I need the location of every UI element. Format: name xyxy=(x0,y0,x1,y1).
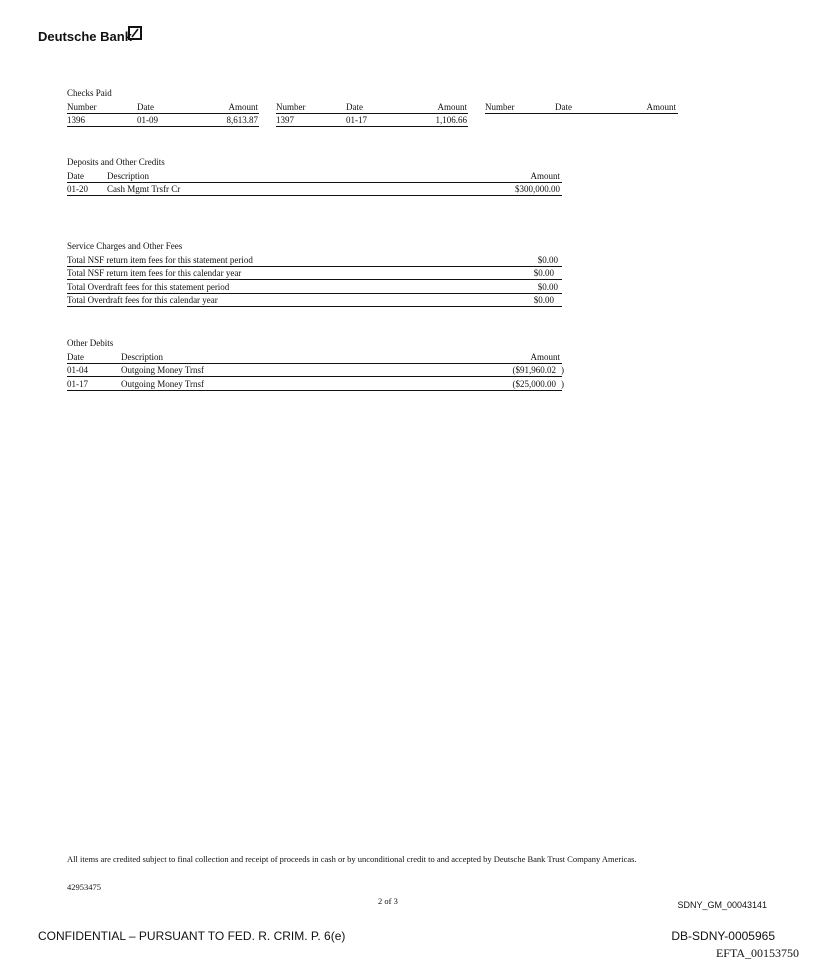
checks-paid-title: Checks Paid xyxy=(67,88,112,98)
row-rule xyxy=(67,293,562,294)
fee-amount: $0.00 xyxy=(533,268,554,278)
fee-amount: $0.00 xyxy=(537,255,558,265)
col-header-date: Date xyxy=(67,352,84,362)
row-rule xyxy=(67,279,562,280)
bates-number-sdny-gm: SDNY_GM_00043141 xyxy=(677,900,767,910)
service-charges-title: Service Charges and Other Fees xyxy=(67,241,183,251)
fee-label: Total NSF return item fees for this statement period xyxy=(67,255,253,265)
row-rule xyxy=(67,195,562,196)
header-rule xyxy=(67,182,562,183)
page-number: 2 of 3 xyxy=(378,896,398,906)
col-header-description: Description xyxy=(107,171,149,181)
fee-amount: $0.00 xyxy=(537,282,558,292)
other-debits-title: Other Debits xyxy=(67,338,114,348)
debit-description: Outgoing Money Trnsf xyxy=(121,365,205,375)
bank-name: Deutsche Bank xyxy=(38,29,132,44)
col-header-amount: Amount xyxy=(646,102,676,112)
header-rule xyxy=(485,113,678,114)
deposit-amount: $300,000.00 xyxy=(515,184,560,194)
row-rule xyxy=(276,126,468,127)
col-header-number: Number xyxy=(67,102,97,112)
check-date: 01-17 xyxy=(346,115,367,125)
col-header-date: Date xyxy=(67,171,84,181)
header-rule xyxy=(276,113,468,114)
deposits-title: Deposits and Other Credits xyxy=(67,157,165,167)
col-header-amount: Amount xyxy=(530,352,560,362)
debit-amount-close-paren: ) xyxy=(561,379,564,389)
col-header-date: Date xyxy=(137,102,154,112)
col-header-date: Date xyxy=(346,102,363,112)
row-rule xyxy=(67,266,562,267)
debit-date: 01-17 xyxy=(67,379,88,389)
debit-description: Outgoing Money Trnsf xyxy=(121,379,205,389)
check-number: 1396 xyxy=(67,115,85,125)
row-rule xyxy=(67,390,562,391)
col-header-amount: Amount xyxy=(530,171,560,181)
col-header-number: Number xyxy=(276,102,306,112)
check-number: 1397 xyxy=(276,115,294,125)
row-rule xyxy=(67,126,259,127)
fee-label: Total Overdraft fees for this calendar year xyxy=(67,295,218,305)
disclaimer: All items are credited subject to final collection and receipt of proceeds in cash or by unconditional credit to and accepted by Deutsche Bank Trust Company Americas. xyxy=(67,854,637,864)
col-header-date: Date xyxy=(555,102,572,112)
confidential-notice: CONFIDENTIAL – PURSUANT TO FED. R. CRIM. P. 6(e) xyxy=(38,929,346,943)
check-amount: 1,106.66 xyxy=(435,115,467,125)
row-rule xyxy=(67,376,562,377)
col-header-number: Number xyxy=(485,102,515,112)
check-date: 01-09 xyxy=(137,115,158,125)
debit-amount: ($25,000.00 xyxy=(512,379,556,389)
check-amount: 8,613.87 xyxy=(226,115,258,125)
debit-date: 01-04 xyxy=(67,365,88,375)
deutsche-bank-logo-icon xyxy=(128,26,142,40)
fee-label: Total NSF return item fees for this calendar year xyxy=(67,268,242,278)
col-header-amount: Amount xyxy=(228,102,258,112)
col-header-description: Description xyxy=(121,352,163,362)
deposit-date: 01-20 xyxy=(67,184,88,194)
efta-number: EFTA_00153750 xyxy=(715,946,799,960)
fee-label: Total Overdraft fees for this statement period xyxy=(67,282,230,292)
row-rule xyxy=(67,306,562,307)
col-header-amount: Amount xyxy=(437,102,467,112)
debit-amount: ($91,960.02 xyxy=(512,365,556,375)
bates-number-db: DB-SDNY-0005965 xyxy=(671,929,775,943)
deposit-description: Cash Mgmt Trsfr Cr xyxy=(107,184,181,194)
account-reference: 42953475 xyxy=(67,882,101,892)
fee-amount: $0.00 xyxy=(533,295,554,305)
header-rule xyxy=(67,363,562,364)
header-rule xyxy=(67,113,259,114)
debit-amount-close-paren: ) xyxy=(561,365,564,375)
